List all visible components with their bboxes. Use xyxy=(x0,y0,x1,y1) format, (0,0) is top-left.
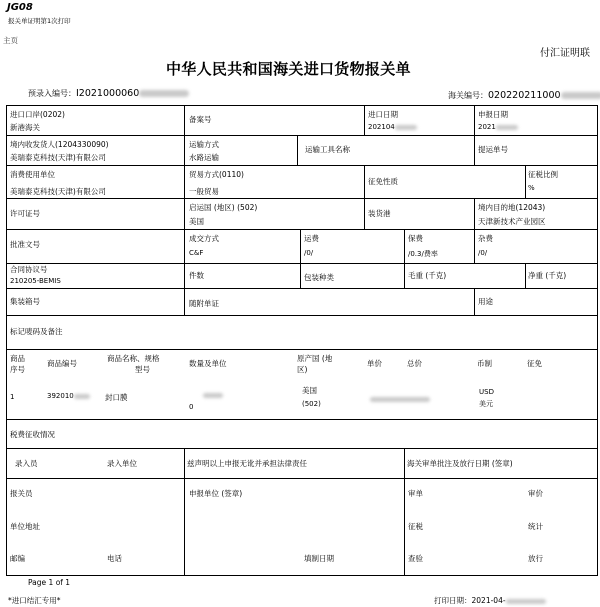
tax-rate-value: % xyxy=(528,184,535,192)
freight-label: 运费 xyxy=(304,234,319,243)
postcode-label: 邮编 xyxy=(10,554,25,563)
package-label: 包装种类 xyxy=(304,273,334,282)
insurance-value: /0.3/费率 xyxy=(408,250,438,258)
print-date: 打印日期：2021-04- xyxy=(434,595,546,606)
gross-weight-label: 毛重 (千克) xyxy=(408,271,447,280)
consignee-label: 境内收发货人(1204330090) xyxy=(10,140,109,149)
customs-approval-label: 海关审单批注及放行日期 (签章) xyxy=(407,459,513,468)
import-port-label: 进口口岸(0202) xyxy=(10,110,65,119)
license-label: 许可证号 xyxy=(10,209,40,218)
record-no-label: 备案号 xyxy=(189,115,212,124)
page-indicator: Page 1 of 1 xyxy=(28,578,71,587)
declare-date-value: 2021 xyxy=(478,123,518,131)
deal-mode-label: 成交方式 xyxy=(189,234,219,243)
insurance-label: 保费 xyxy=(408,234,423,243)
net-weight-label: 净重 (千克) xyxy=(528,271,567,280)
tax-rate-label: 征税比例 xyxy=(528,170,558,179)
pieces-label: 件数 xyxy=(189,271,204,280)
contract-value: 210205-BEMIS xyxy=(10,277,61,285)
entry-clerk-label: 录入员 xyxy=(15,459,38,468)
inspect-label: 查验 xyxy=(408,554,423,563)
customs-number: 海关编号：020220211000 xyxy=(448,90,600,101)
tax-section-label: 税费征收情况 xyxy=(10,430,55,439)
declarant-label: 报关员 xyxy=(10,489,33,498)
transport-mode-value: 水路运输 xyxy=(189,153,219,162)
container-label: 集装箱号 xyxy=(10,297,40,306)
consumer-label: 消费使用单位 xyxy=(10,170,55,179)
transport-name-label: 运输工具名称 xyxy=(305,145,350,154)
preentry-number: 预录入编号：I2021000060 xyxy=(28,88,189,99)
bill-no-label: 提运单号 xyxy=(478,145,508,154)
freight-value: /0/ xyxy=(304,249,314,257)
dest-label: 境内目的地(12043) xyxy=(478,203,546,212)
goods-row-name: 封口膜 xyxy=(105,393,128,402)
approval-label: 批准文号 xyxy=(10,240,40,249)
entry-unit-label: 录入单位 xyxy=(107,459,137,468)
tax-nature-label: 征免性质 xyxy=(368,177,398,186)
transport-mode-label: 运输方式 xyxy=(189,140,219,149)
unit-address-label: 单位地址 xyxy=(10,522,40,531)
print-note: 报关单证明第1次打印 xyxy=(8,17,71,25)
form-code: JG08 xyxy=(7,2,33,13)
import-date-label: 进口日期 xyxy=(368,110,398,119)
goods-header-unit-price: 单价 xyxy=(367,359,382,368)
stamp-label: 付汇证明联 xyxy=(540,48,590,59)
goods-row-price-blur xyxy=(370,394,430,403)
phone-label: 电话 xyxy=(107,554,122,563)
goods-header-qty: 数量及单位 xyxy=(189,359,227,368)
goods-header-seq: 商品 序号 xyxy=(10,354,25,374)
goods-header-name: 商品名称、规格 型号 xyxy=(107,354,160,374)
declaration-statement: 兹声明以上申报无讹并承担法律责任 xyxy=(187,459,307,468)
goods-row-currency: USD 美元 xyxy=(479,388,494,408)
import-date-value: 202104 xyxy=(368,123,417,131)
declare-date-label: 申报日期 xyxy=(478,110,508,119)
trade-mode-value: 一般贸易 xyxy=(189,187,219,196)
trade-mode-label: 贸易方式(0110) xyxy=(189,170,244,179)
goods-row-qty-blur xyxy=(203,390,223,399)
misc-value: /0/ xyxy=(478,249,488,257)
contract-label: 合同协议号 xyxy=(10,265,48,274)
goods-row-qty: 0 xyxy=(189,403,194,411)
goods-header-exemption: 征免 xyxy=(527,359,542,368)
price-review-label: 审价 xyxy=(528,489,543,498)
tax-collect-label: 征税 xyxy=(408,522,423,531)
marks-label: 标记唛码及备注 xyxy=(10,327,63,336)
goods-header-code: 商品编号 xyxy=(47,359,77,368)
loading-port-label: 装货港 xyxy=(368,209,391,218)
statistics-label: 统计 xyxy=(528,522,543,531)
fill-date-label: 填制日期 xyxy=(304,554,334,563)
deal-mode-value: C&F xyxy=(189,249,204,257)
goods-header-currency: 币制 xyxy=(477,359,492,368)
goods-header-origin: 原产国 (地 区) xyxy=(297,354,333,374)
misc-label: 杂费 xyxy=(478,234,493,243)
consumer-value: 美瑞泰克科技(天津)有限公司 xyxy=(10,187,106,196)
declare-unit-label: 申报单位 (签章) xyxy=(189,489,243,498)
origin-country-value: 美国 xyxy=(189,217,204,226)
dest-value: 天津新技术产业园区 xyxy=(478,217,546,226)
footer-note: *进口结汇专用* xyxy=(8,596,61,605)
usage-label: 用途 xyxy=(478,297,493,306)
consignee-value: 美瑞泰克科技(天津)有限公司 xyxy=(10,153,106,162)
release-label: 放行 xyxy=(528,554,543,563)
docs-label: 随附单证 xyxy=(189,299,219,308)
page-title: 中华人民共和国海关进口货物报关单 xyxy=(166,60,411,78)
goods-header-total: 总价 xyxy=(407,359,422,368)
goods-row-code: 392010 xyxy=(47,392,90,400)
home-link[interactable]: 主页 xyxy=(3,36,18,45)
goods-row-seq: 1 xyxy=(10,393,15,401)
review-label: 审单 xyxy=(408,489,423,498)
import-port-value: 新港海关 xyxy=(10,123,40,132)
declaration-table xyxy=(6,105,598,576)
goods-row-origin: 美国 (502) xyxy=(302,386,321,408)
origin-country-label: 启运国 (地区) (502) xyxy=(189,203,258,212)
